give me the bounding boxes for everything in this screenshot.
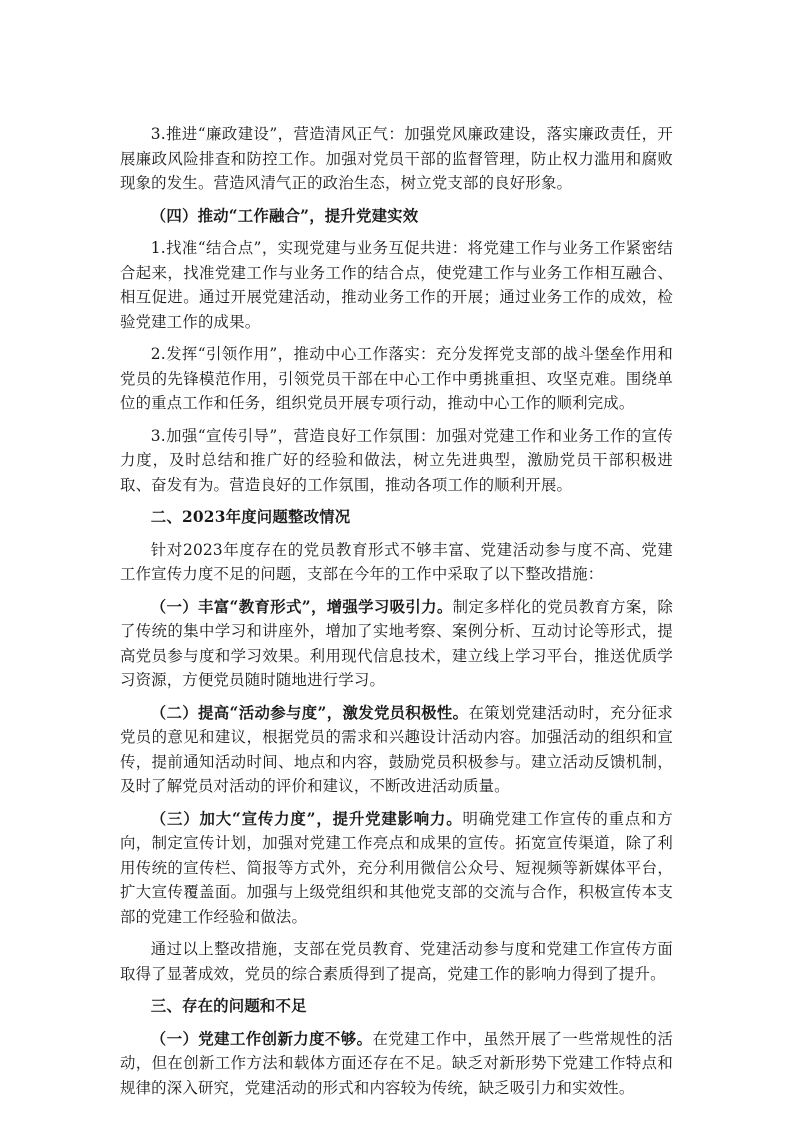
paragraph-activity-participation	[120, 701, 673, 799]
paragraph-publicity-strength	[120, 807, 673, 930]
paragraph-integration-point: 1.找准“结合点”，实现党建与业务互促共进：将党建工作与业务工作紧密结合起来，找准党建工作与业务工作的结合点，使党建工作与业务工作相互融合、相互促进。通过开展党建活动，推动业务工作的开展；通过业务工作的成效，检验党建工作的成果。	[120, 239, 673, 331]
paragraph-innovation-lacking	[120, 1027, 673, 1101]
section-heading-work-integration: （四）推动“工作融合”，提升党建实效	[150, 206, 419, 225]
paragraph-rectification-intro: 针对2023年度存在的党员教育形式不够丰富、党建活动参与度不高、党建工作宣传力度不足的问题，支部在今年的工作中采取了以下整改措施：	[120, 540, 673, 583]
lead-text: （二）提高“活动参与度”，激发党员积极性。	[150, 703, 469, 722]
body-text: 在党建工作中，虽然开展了一些常规性的活动，但在创新工作方法和载体方面还存在不足。缺乏对新形势下党建工作特点和规律的深入研究，党建活动的形式和内容较为传统，缺乏吸引力和实效性。	[120, 1029, 673, 1097]
body-text: 明确党建工作宣传的重点和方向，制定宣传计划，加强对党建工作亮点和成果的宣传。拓宽宣传渠道，除了利用传统的宣传栏、简报等方式外，充分利用微信公众号、短视频等新媒体平台，扩大宣传覆盖面。加强与上级党组织和其他党支部的交流与合作，积极宣传本支部的党建工作经验和做法。	[120, 809, 673, 926]
lead-text: （一）党建工作创新力度不够。	[150, 1029, 373, 1048]
paragraph-rectification-summary: 通过以上整改措施，支部在党员教育、党建活动参与度和党建工作宣传方面取得了显著成效，党员的综合素质得到了提高，党建工作的影响力得到了提升。	[120, 940, 673, 983]
lead-text: （三）加大“宣传力度”，提升党建影响力。	[150, 809, 463, 828]
paragraph-leading-role: 2.发挥“引领作用”，推动中心工作落实：充分发挥党支部的战斗堡垒作用和党员的先锋模范作用，引领党员干部在中心工作中勇挑重担、攻坚克难。围绕单位的重点工作和任务，组织党员开展专项行动，推动中心工作的顺利完成。	[120, 345, 673, 412]
paragraph-anti-corruption: 3.推进“廉政建设”，营造清风正气：加强党风廉政建设，落实廉政责任，开展廉政风险排查和防控工作。加强对党员干部的监督管理，防止权力滥用和腐败现象的发生。营造风清气正的政治生态，树立党支部的良好形象。	[120, 125, 673, 192]
section-heading-rectification-2023: 二、2023年度问题整改情况	[150, 508, 351, 526]
paragraph-education-forms	[120, 595, 673, 693]
body-text: 制定多样化的党员教育方案，除了传统的集中学习和讲座外，增加了实地考察、案例分析、互动讨论等形式，提高党员参与度和学习效果。利用现代信息技术，建立线上学习平台，推送优质学习资源，方便党员随时随地进行学习。	[120, 597, 673, 689]
paragraph-publicity-guidance: 3.加强“宣传引导”，营造良好工作氛围：加强对党建工作和业务工作的宣传力度，及时总结和推广好的经验和做法，树立先进典型，激励党员干部积极进取、奋发有为。营造良好的工作氛围，推动各项工作的顺利开展。	[120, 426, 673, 494]
section-heading-problems: 三、存在的问题和不足	[150, 997, 307, 1015]
lead-text: （一）丰富“教育形式”，增强学习吸引力。	[150, 597, 453, 616]
body-text: 在策划党建活动时，充分征求党员的意见和建议，根据党员的需求和兴趣设计活动内容。加强活动的组织和宣传，提前通知活动时间、地点和内容，鼓励党员积极参与。建立活动反馈机制，及时了解党员对活动的评价和建议，不断改进活动质量。	[120, 703, 674, 795]
